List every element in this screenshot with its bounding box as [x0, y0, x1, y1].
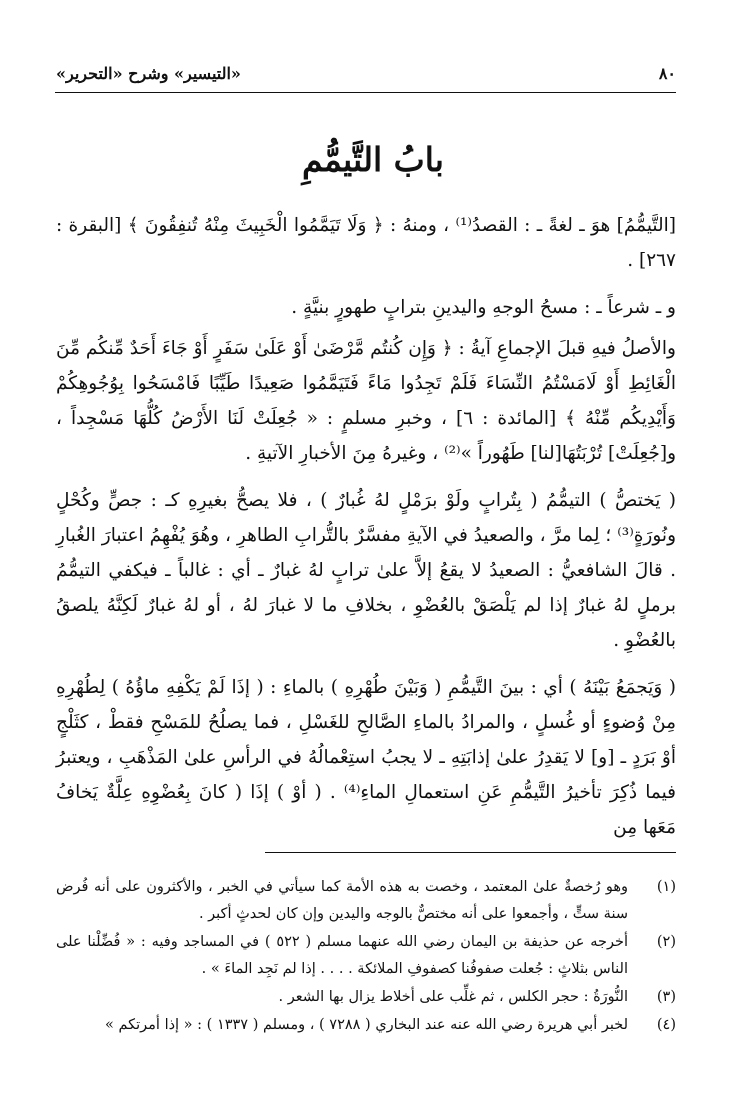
main-text — [56, 208, 676, 857]
book-title: «التيسير» وشرح «التحرير» — [56, 63, 241, 83]
footnote-text: النُّورَةُ : حجر الكلس ، ثم غلِّب على أخلاط يزال بها الشعر . — [278, 989, 628, 1005]
footnote — [56, 874, 676, 928]
paragraph: والأصلُ فيهِ قبلَ الإجماعِ آيةُ : ﴿ وَإِن كُنتُم مَّرْضَىٰ أَوْ عَلَىٰ سَفَرٍ أَوْ جَاءَ أَحَدٌ مِّنكُم مِّنَ الْغَائِطِ أَوْ لَامَسْتُمُ النِّسَاءَ فَلَمْ تَجِدُوا مَاءً فَتَيَمَّمُوا صَعِيدًا طَيِّبًا فَامْسَحُوا بِوُجُوهِكُمْ وَأَيْدِيكُم مِّنْهُ ﴾ [المائدة : ٦] ، وخبرِ مسلمٍ : « جُعِلَتْ لَنَا الأَرْضُ كُلُّهَا مَسْجِداً ، و[جُعِلَتْ] تُرْبَتُهَا[لنا] طَهُوراً »⁽²⁾ ، وغيرهُ مِنَ الأخبارِ الآتيةِ . — [56, 338, 676, 464]
footnote-divider — [265, 852, 676, 853]
header-divider — [55, 92, 676, 93]
footnote — [56, 984, 676, 1011]
footnote — [56, 1012, 676, 1039]
footnotes — [56, 874, 676, 1040]
footnote-text: لخبر أبي هريرة رضي الله عنه عند البخاري ( ٧٢٨٨ ) ، ومسلم ( ١٣٣٧ ) : « إذا أمرتكم » — [104, 1017, 628, 1033]
footnote-number: (٣) — [656, 989, 676, 1005]
footnote-text: وهو رُخصةٌ علىٰ المعتمد ، وخصت به هذه الأمة كما سيأتي في الخبر ، والأكثرون على أنه فُرض سنة ستٍّ ، وأجمعوا على أنه مختصٌّ بالوجه واليدين وإن كان لحدثٍ أكبر . — [56, 879, 628, 922]
running-header — [56, 56, 676, 90]
page-number: ٨٠ — [658, 63, 676, 83]
footnote-number: (٤) — [656, 1017, 676, 1033]
footnote-text: أخرجه عن حذيفة بن اليمان رضي الله عنهما مسلم ( ٥٢٢ ) في المساجد وفيه : « فُضِّلْنا على الناس بثلاثٍ : جُعلت صفوفُنا كصفوفِ الملائكة . . . . إذا لم نَجِد الماءَ » . — [56, 934, 628, 977]
paragraph: ( وَيَجمَعُ بَيْنَهُ ) أي : بينَ التَّيمُّمِ ( وَبَيْنَ طُهْرِهِ ) بالماءِ : ( إذَا لَمْ يَكْفِهِ ماؤُهُ ) لِطُهْرِهِ مِنْ وُضوءٍ أو غُسلٍ ، والمرادُ بالماءِ الصَّالحِ للغَسْلِ ، فما يصلُحُ للمَسْحِ فقطْ ، كثَلْجٍ أوْ بَرَدٍ ـ [و] لا يَقدِرُ علىٰ إذابَتِهِ ـ لا يجبُ استِعْمالُهُ في الرأسِ علىٰ المَذْهَبِ ، ويعتبرُ فيما ذُكِرَ تأخيرُ التَّيمُّمِ عَنِ استعمالِ الماءِ⁽⁴⁾ . ( أوْ ) إذَا ( كانَ بِعُضْوِهِ عِلَّةٌ يَخافُ مَعَها مِن — [56, 677, 677, 838]
footnote — [56, 929, 676, 983]
footnote-number: (٢) — [656, 934, 676, 950]
footnote-number: (١) — [656, 879, 676, 895]
paragraph: [التَّيمُّمُ] هوَ ـ لغةً ـ : القصدُ⁽¹⁾ ، ومنهُ : ﴿ وَلَا تَيَمَّمُوا الْخَبِيثَ مِنْهُ تُنفِقُونَ ﴾ [البقرة : ٢٦٧] . — [56, 215, 677, 271]
chapter-title: بابُ التَّيمُّمِ — [302, 140, 444, 179]
paragraph: و ـ شرعاً ـ : مسحُ الوجهِ واليدينِ بترابٍ طهورٍ بنيَّةٍ . — [291, 297, 676, 318]
paragraph: ( يَختصُّ ) التيمُّمُ ( بِتُرابٍ ولَوْ برَمْلٍ لهُ غُبارٌ ) ، فلا يصحُّ بغيرِهِ كـ : جصٍّ وكُحْلٍ ونُورَةٍ⁽³⁾ ؛ لِما مرَّ ، والصعيدُ في الآيةِ مفسَّرٌ بالتُّرابِ الطاهرِ ، وهُوَ يُفْهِمُ اعتبارَ الغُبارِ . قالَ الشافعيُّ : الصعيدُ لا يقعُ إلاَّ علىٰ ترابٍ لهُ غبارٌ ـ أي : غالباً ـ فيكفي التيمُّمُ برملٍ لهُ غبارٌ إذا لم يَلْصَقْ بالعُضْوِ ، بخلافِ ما لا غبارَ لهُ ، أو لهُ غبارٌ لَكِنَّهُ يلصقُ بالعُضْوِ . — [56, 490, 676, 651]
